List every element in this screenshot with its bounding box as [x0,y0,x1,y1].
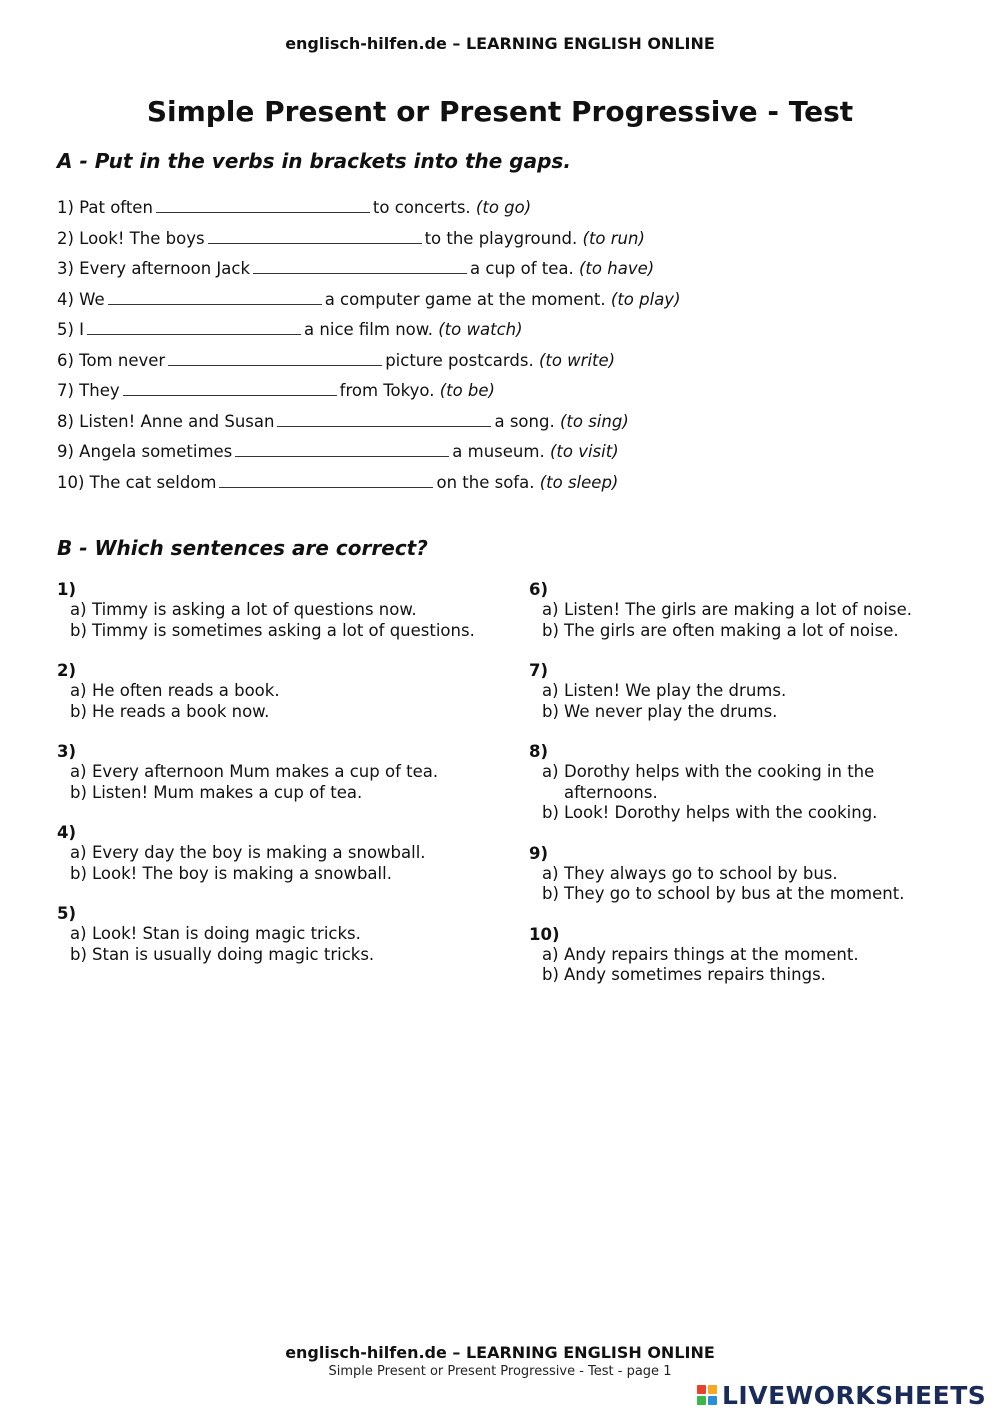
gap-blank-field[interactable] [253,259,467,274]
option-text: Dorothy helps with the cooking in the afternoons. [564,762,875,802]
option-a[interactable] [529,600,949,621]
option-text: We never play the drums. [564,701,778,721]
section-a-heading: A - Put in the verbs in brackets into the gaps. [57,149,571,173]
question-number: 9) [529,843,549,863]
gap-blank-field[interactable] [235,442,449,457]
gap-item-text-before: 3) Every afternoon Jack [57,259,251,278]
option-text: Look! Stan is doing magic tricks. [92,924,361,943]
option-label: b) [70,863,87,883]
option-text: Timmy is asking a lot of questions now. [92,600,417,619]
option-a[interactable] [529,681,949,702]
gap-item-text-after: to the playground. [424,228,578,248]
gap-blank-field[interactable] [108,290,322,305]
question-number: 7) [529,661,549,680]
option-label: a) [542,762,559,781]
footer-page-label: Simple Present or Present Progressive - Test - page 1 [328,1364,672,1379]
gap-blank-field[interactable] [156,198,370,213]
option-label: b) [70,782,87,802]
gap-item [57,412,957,443]
option-text: They always go to school by bus. [564,863,838,883]
gap-item [57,320,957,351]
questions-left-column [57,580,477,985]
gap-item-text-before: 5) I [57,320,85,339]
option-b[interactable] [529,803,949,824]
question-block [529,661,949,722]
gap-item-text-after: a computer game at the moment. [324,289,606,309]
question-number: 8) [529,742,549,761]
option-text: Stan is usually doing magic tricks. [92,944,375,964]
gap-item-text-after: a museum. [452,442,545,461]
verb-hint: (to watch) [438,320,523,339]
option-a[interactable] [529,864,949,885]
gap-item-text-before: 8) Listen! Anne and Susan [57,411,275,431]
option-label: a) [542,863,559,883]
option-label: b) [70,701,87,721]
gap-item-text-after: to concerts. [372,198,471,217]
option-a[interactable] [57,762,477,783]
option-text: Look! Dorothy helps with the cooking. [564,803,878,822]
logo-block [697,1385,706,1394]
question-block [57,580,477,641]
gap-item-text-after: from Tokyo. [339,381,435,400]
option-text: Timmy is sometimes asking a lot of questions. [92,620,475,640]
logo-block [708,1396,717,1405]
verb-hint: (to go) [475,198,532,217]
option-text: He often reads a book. [92,681,280,700]
option-label: a) [70,843,87,862]
logo-blocks-icon [697,1385,717,1405]
questions-right-column [529,580,949,1006]
option-a[interactable] [57,681,477,702]
gap-item [57,381,957,412]
question-block [529,844,949,905]
question-block [57,742,477,803]
option-b[interactable] [57,783,477,804]
gap-item [57,351,957,382]
option-a[interactable] [57,843,477,864]
verb-hint: (to sing) [559,411,629,431]
gap-item-text-before: 4) We [57,289,105,309]
section-b-heading: B - Which sentences are correct? [57,536,428,560]
gap-item-text-after: on the sofa. [436,472,535,492]
gap-item-text-before: 9) Angela sometimes [57,442,233,461]
option-text: Every day the boy is making a snowball. [92,843,426,862]
gap-blank-field[interactable] [168,351,382,366]
option-label: a) [70,762,87,781]
option-label: a) [542,600,559,619]
question-number: 4) [57,823,77,842]
footer-site-name: englisch-hilfen.de – LEARNING ENGLISH ONLINE [285,1343,715,1362]
question-block [529,925,949,986]
gap-item-text-before: 6) Tom never [57,350,166,370]
gap-blank-field[interactable] [219,473,433,488]
option-a[interactable] [57,600,477,621]
option-b[interactable] [529,965,949,986]
liveworksheets-logo [697,1379,986,1411]
option-label: a) [70,681,87,700]
option-label: b) [542,803,559,822]
verb-hint: (to sleep) [539,472,619,492]
verb-hint: (to write) [538,350,616,370]
question-number: 6) [529,580,549,599]
option-label: a) [70,924,87,943]
option-text: He reads a book now. [92,701,270,721]
gap-item [57,229,957,260]
option-text: Andy sometimes repairs things. [564,965,826,984]
gap-blank-field[interactable] [208,229,422,244]
option-text: Andy repairs things at the moment. [564,944,859,964]
question-block [529,742,949,824]
option-a[interactable] [529,945,949,966]
option-text: Listen! The girls are making a lot of noise. [564,600,912,619]
gap-item [57,259,957,290]
gap-item-text-before: 10) The cat seldom [57,472,217,492]
page-title: Simple Present or Present Progressive - Test [146,95,854,128]
verb-hint: (to be) [439,381,495,400]
option-b[interactable] [57,945,477,966]
option-label: b) [542,965,559,984]
option-label: a) [542,681,559,700]
logo-text: LIVEWORKSHEETS [722,1380,987,1410]
option-a[interactable] [57,924,477,945]
option-label: b) [70,944,87,964]
option-b[interactable] [529,884,949,905]
option-label: b) [542,884,559,903]
option-b[interactable] [57,702,477,723]
option-label: b) [542,701,559,721]
gap-blank-field[interactable] [123,381,337,396]
verb-hint: (to run) [582,228,645,248]
gap-item-text-before: 7) They [57,381,120,400]
option-text: Look! The boy is making a snowball. [92,863,392,883]
option-text: They go to school by bus at the moment. [564,884,905,903]
option-label: a) [70,600,87,619]
verb-hint: (to visit) [549,442,619,461]
question-number: 1) [57,580,77,599]
option-label: b) [542,620,559,640]
option-b[interactable] [529,621,949,642]
gap-item [57,473,957,504]
option-b[interactable] [529,702,949,723]
question-block [529,580,949,641]
logo-block [697,1396,706,1405]
verb-hint: (to play) [610,289,681,309]
option-text: Every afternoon Mum makes a cup of tea. [92,762,439,781]
question-block [57,904,477,965]
option-a[interactable] [529,762,949,803]
question-number: 2) [57,661,77,680]
option-b[interactable] [57,864,477,885]
gap-item-text-before: 2) Look! The boys [57,228,205,248]
option-text: Listen! Mum makes a cup of tea. [92,782,363,802]
gap-item-text-after: a cup of tea. [470,259,574,278]
header-site-name: englisch-hilfen.de – LEARNING ENGLISH ONLINE [285,34,715,53]
question-number: 5) [57,904,77,923]
gap-item-text-after: a nice film now. [304,320,433,339]
option-text: The girls are often making a lot of noise. [564,620,899,640]
gap-item [57,290,957,321]
gap-item [57,198,957,229]
option-label: a) [542,944,559,964]
gap-fill-list [57,198,957,503]
verb-hint: (to have) [579,259,655,278]
option-b[interactable] [57,621,477,642]
gap-item [57,442,957,473]
logo-block [708,1385,717,1394]
option-label: b) [70,620,87,640]
question-block [57,661,477,722]
question-number: 10) [529,924,560,944]
gap-item-text-before: 1) Pat often [57,198,153,217]
option-text: Listen! We play the drums. [564,681,787,700]
gap-item-text-after: a song. [494,411,555,431]
question-number: 3) [57,742,77,761]
question-block [57,823,477,884]
gap-blank-field[interactable] [277,412,491,427]
gap-item-text-after: picture postcards. [385,350,534,370]
gap-blank-field[interactable] [87,320,301,335]
